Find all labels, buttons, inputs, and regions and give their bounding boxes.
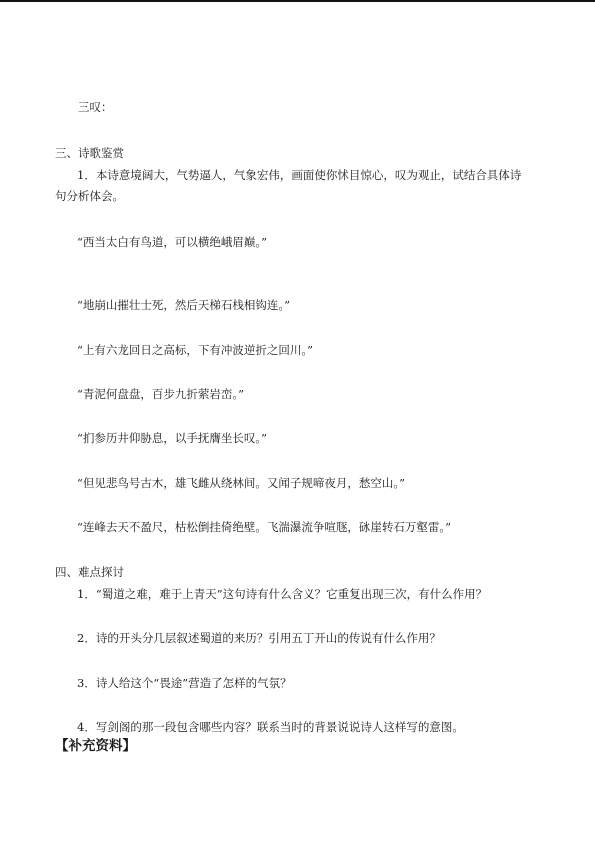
supplement-heading: 【补充资料】	[55, 738, 136, 754]
poem-quote-6: “但见悲鸟号古木，雄飞雌从绕林间。又闻子规啼夜月，愁空山。”	[77, 476, 406, 490]
poem-quote-7: “连峰去天不盈尺，枯松倒挂倚绝壁。飞湍瀑流争喧豗，砯崖转石万壑雷。”	[77, 520, 452, 534]
poem-quote-3: “上有六龙回日之高标，下有冲波逆折之回川。”	[77, 343, 314, 357]
poem-quote-1: “西当太白有鸟道，可以横绝峨眉巅。”	[77, 235, 268, 249]
difficulty-question-1: 1．“蜀道之难，难于上青天”这句诗有什么含义？它重复出现三次，有什么作用？	[77, 587, 488, 601]
item-sanjie: 三叹：	[78, 100, 113, 114]
poem-quote-5: “扪参历井仰胁息，以手抚膺坐长叹。”	[77, 431, 268, 445]
question-1-line-1: 1．本诗意境阔大，气势逼人，气象宏伟，画面使你怵目惊心，叹为观止，试结合具体诗	[77, 168, 522, 182]
difficulty-question-3: 3．诗人给这个“畏途”营造了怎样的气氛？	[77, 676, 292, 690]
section-3-heading: 三、诗歌鉴赏	[55, 146, 124, 160]
poem-quote-4: “青泥何盘盘，百步九折萦岩峦。”	[77, 387, 245, 401]
poem-quote-2: “地崩山摧壮士死，然后天梯石栈相钩连。”	[77, 298, 291, 312]
question-1-line-2: 句分析体会。	[55, 189, 124, 203]
page-top-rule	[0, 0, 595, 2]
difficulty-question-4: 4．写剑阁的那一段包含哪些内容？联系当时的背景说说诗人这样写的意图。	[77, 720, 464, 734]
section-4-heading: 四、难点探讨	[55, 565, 124, 579]
difficulty-question-2: 2．诗的开头分几层叙述蜀道的来历？引用五丁开山的传说有什么作用？	[77, 631, 441, 645]
